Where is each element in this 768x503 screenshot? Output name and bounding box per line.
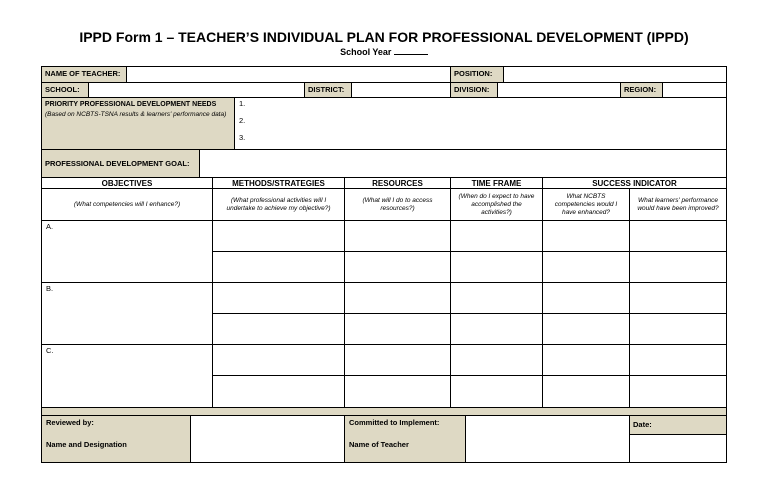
objective-cell-c[interactable] xyxy=(41,344,213,408)
division-label: DIVISION: xyxy=(450,82,498,98)
success-competencies-cell[interactable] xyxy=(542,251,630,283)
success-learners-cell[interactable] xyxy=(629,344,727,376)
success-learners-cell[interactable] xyxy=(629,220,727,252)
pd-goal-label: PROFESSIONAL DEVELOPMENT GOAL: xyxy=(41,149,200,178)
methods-cell[interactable] xyxy=(212,251,345,283)
name-of-teacher-field[interactable] xyxy=(126,66,451,83)
resources-cell[interactable] xyxy=(344,375,451,408)
methods-header: METHODS/STRATEGIES xyxy=(212,177,345,189)
resources-header: RESOURCES xyxy=(344,177,451,189)
success-learners-cell[interactable] xyxy=(629,251,727,283)
objective-label-c: C. xyxy=(46,346,54,355)
objective-cell-b[interactable] xyxy=(41,282,213,345)
success-competencies-cell[interactable] xyxy=(542,282,630,314)
time-frame-note: (When do I expect to have accomplished the activities?) xyxy=(450,188,543,221)
time-frame-cell[interactable] xyxy=(450,344,543,376)
objective-cell-a[interactable] xyxy=(41,220,213,283)
objectives-note: (What competencies will I enhance?) xyxy=(41,188,213,221)
resources-cell[interactable] xyxy=(344,251,451,283)
resources-cell[interactable] xyxy=(344,282,451,314)
name-designation-label: Name and Designation xyxy=(46,440,127,449)
priority-needs-label: PRIORITY PROFESSIONAL DEVELOPMENT NEEDS xyxy=(45,101,217,108)
success-learners-cell[interactable] xyxy=(629,313,727,345)
methods-note: (What professional activities will I undertake to achieve my objective?) xyxy=(212,188,345,221)
time-frame-cell[interactable] xyxy=(450,313,543,345)
resources-note: (What will I do to access resources?) xyxy=(344,188,451,221)
time-frame-cell[interactable] xyxy=(450,375,543,408)
time-frame-cell[interactable] xyxy=(450,282,543,314)
time-frame-header: TIME FRAME xyxy=(450,177,543,189)
pd-goal-field[interactable] xyxy=(199,149,727,178)
objective-label-b: B. xyxy=(46,284,54,293)
objectives-header: OBJECTIVES xyxy=(41,177,213,189)
resources-cell[interactable] xyxy=(344,220,451,252)
success-indicator-header: SUCCESS INDICATOR xyxy=(542,177,727,189)
success-learners-note: What learners' performance would have been improved? xyxy=(629,188,727,221)
success-competencies-cell[interactable] xyxy=(542,313,630,345)
school-year-label: School Year xyxy=(340,47,392,57)
position-label: POSITION: xyxy=(450,66,504,83)
committed-label-cell xyxy=(344,415,466,463)
school-year-blank[interactable] xyxy=(394,46,428,55)
division-field[interactable] xyxy=(497,82,621,98)
priority-needs-field[interactable] xyxy=(234,97,727,150)
position-field[interactable] xyxy=(503,66,727,83)
time-frame-cell[interactable] xyxy=(450,251,543,283)
region-label: REGION: xyxy=(620,82,663,98)
objective-label-a: A. xyxy=(46,222,54,231)
reviewed-by-label: Reviewed by: xyxy=(46,418,94,427)
success-competencies-note: What NCBTS competencies would I have enhanced? xyxy=(542,188,630,221)
success-competencies-cell[interactable] xyxy=(542,344,630,376)
priority-item-3: 3. xyxy=(239,133,246,142)
reviewed-by-label-cell xyxy=(41,415,191,463)
methods-cell[interactable] xyxy=(212,220,345,252)
district-label: DISTRICT: xyxy=(304,82,352,98)
time-frame-cell[interactable] xyxy=(450,220,543,252)
methods-cell[interactable] xyxy=(212,313,345,345)
committed-label: Committed to Implement: xyxy=(349,418,440,427)
methods-cell[interactable] xyxy=(212,375,345,408)
success-learners-cell[interactable] xyxy=(629,282,727,314)
date-field[interactable] xyxy=(629,434,727,463)
reviewed-by-field[interactable] xyxy=(190,415,345,463)
success-competencies-cell[interactable] xyxy=(542,220,630,252)
resources-cell[interactable] xyxy=(344,344,451,376)
resources-cell[interactable] xyxy=(344,313,451,345)
region-field[interactable] xyxy=(662,82,727,98)
priority-needs-note: (Based on NCBTS-TSNA results & learners' performance data) xyxy=(45,111,227,118)
school-field[interactable] xyxy=(88,82,305,98)
school-year-line xyxy=(0,46,768,57)
success-learners-cell[interactable] xyxy=(629,375,727,408)
success-competencies-cell[interactable] xyxy=(542,375,630,408)
priority-needs-label-cell xyxy=(41,97,235,150)
school-label: SCHOOL: xyxy=(41,82,89,98)
date-label: Date: xyxy=(629,415,727,435)
priority-item-2: 2. xyxy=(239,116,246,125)
teacher-name-label: Name of Teacher xyxy=(349,440,409,449)
methods-cell[interactable] xyxy=(212,344,345,376)
methods-cell[interactable] xyxy=(212,282,345,314)
priority-item-1: 1. xyxy=(239,99,246,108)
district-field[interactable] xyxy=(351,82,451,98)
name-of-teacher-label: NAME OF TEACHER: xyxy=(41,66,127,83)
form-title: IPPD Form 1 – TEACHER’S INDIVIDUAL PLAN FOR PROFESSIONAL DEVELOPMENT (IPPD) xyxy=(79,29,689,45)
committed-field[interactable] xyxy=(465,415,630,463)
